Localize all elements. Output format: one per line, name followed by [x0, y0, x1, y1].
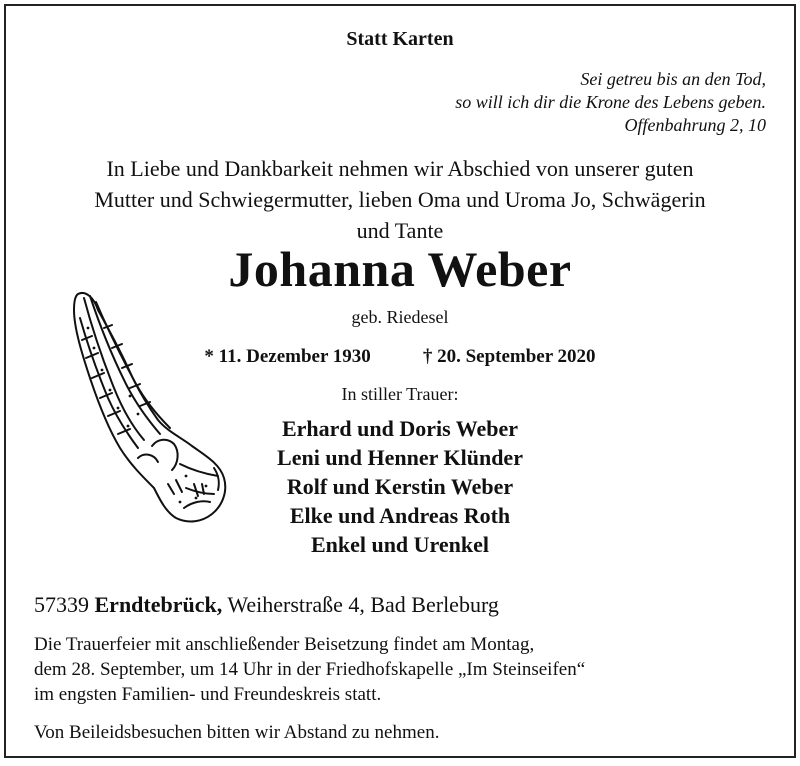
intro-text — [26, 153, 774, 246]
address-line — [34, 592, 499, 618]
service-line-3: im engsten Familien- und Freundeskreis statt. — [34, 684, 382, 705]
death-date: † 20. September 2020 — [422, 346, 596, 367]
bible-verse — [455, 68, 766, 137]
verse-reference: Offenbahrung 2, 10 — [624, 115, 766, 135]
mourner: Erhard und Doris Weber — [281, 416, 519, 441]
service-line-2: dem 28. September, um 14 Uhr in der Friedhofskapelle „Im Steinseifen“ — [34, 659, 586, 680]
mourner: Enkel und Urenkel — [310, 532, 490, 557]
verse-line-2: so will ich dir die Krone des Lebens geben. — [455, 92, 766, 112]
mourner: Leni und Henner Klünder — [277, 445, 523, 470]
intro-line-1: In Liebe und Dankbarkeit nehmen wir Abschied von unserer guten — [106, 156, 694, 181]
mourners-list — [6, 414, 794, 559]
service-info — [34, 632, 585, 707]
condolence-note: Von Beileidsbesuchen bitten wir Abstand zu nehmen. — [34, 722, 440, 743]
birth-date: * 11. Dezember 1930 — [204, 346, 371, 367]
obituary-notice — [4, 4, 796, 758]
mourner: Elke und Andreas Roth — [289, 503, 511, 528]
intro-line-2: Mutter und Schwiegermutter, lieben Oma und Uroma Jo, Schwägerin — [94, 187, 706, 212]
deceased-name: Johanna Weber — [228, 241, 572, 297]
mourner: Rolf und Kerstin Weber — [286, 474, 514, 499]
notice-header: Statt Karten — [346, 28, 454, 50]
mourning-intro: In stiller Trauer: — [341, 384, 459, 404]
birth-name: geb. Riedesel — [351, 307, 449, 327]
intro-line-3: und Tante — [356, 218, 444, 243]
street: Weiherstraße 4, Bad Berleburg — [227, 592, 499, 617]
verse-line-1: Sei getreu bis an den Tod, — [580, 69, 766, 89]
town: Erndtebrück, — [94, 592, 223, 617]
postal-code: 57339 — [34, 592, 89, 617]
service-line-1: Die Trauerfeier mit anschließender Beisetzung findet am Montag, — [34, 634, 535, 655]
